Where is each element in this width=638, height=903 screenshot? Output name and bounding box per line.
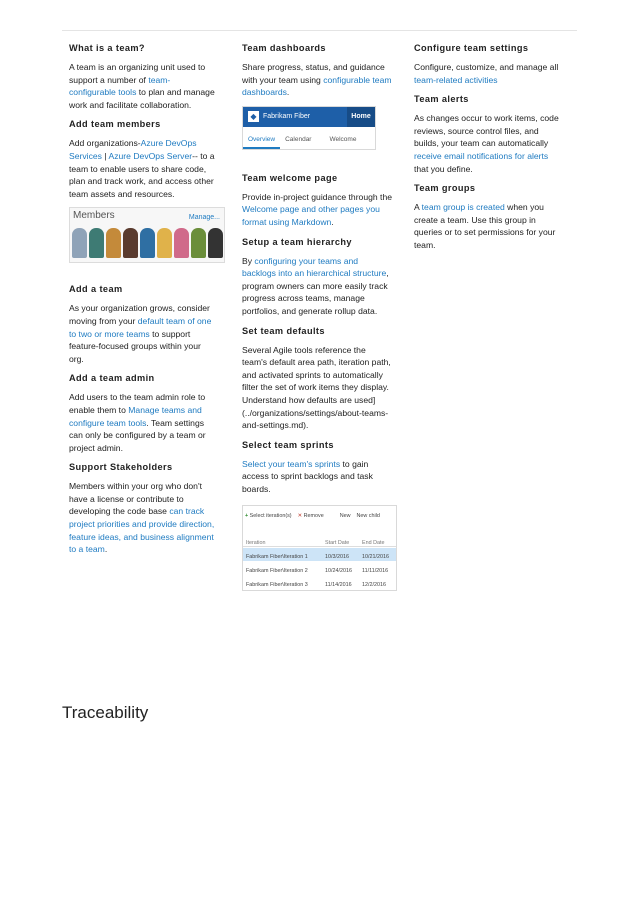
avatar (191, 228, 206, 258)
team-alerts-heading: Team alerts (414, 94, 469, 105)
tab-welcome: Welcome (329, 135, 357, 143)
select-sprints-link[interactable]: Select your team's sprints (242, 458, 341, 469)
members-screenshot (69, 207, 225, 263)
visual-studio-icon: ◆ (248, 111, 259, 122)
close-icon: ✕ (297, 513, 303, 520)
remove-label: Remove (303, 513, 324, 520)
welcome-page-text: Provide in-project guidance through the Welcome page and other pages you format using Markdown. (242, 191, 393, 227)
add-members-text: Add organizations-Azure DevOps Services | Azure DevOps Server-- to a team to enable users to share code, plan and track work, and access other team assets and resources. (69, 138, 215, 199)
default-team-link[interactable]: default team of one to two or more teams (69, 315, 212, 339)
top-rule (62, 30, 577, 31)
manage-teams-link[interactable]: Manage teams and configure team tools (69, 404, 202, 428)
avatar (89, 228, 104, 258)
table-row: Fabrikam Fiber\Iteration 1 10/3/2016 10/21/2016 (243, 548, 396, 561)
team-alerts-text: As changes occur to work items, code reviews, source control files, and builds, your team can automatically receive email notifications for alerts that you define. (414, 113, 559, 174)
add-members-heading: Add team members (69, 119, 161, 130)
avatar (106, 228, 121, 258)
avatar (208, 228, 223, 258)
sprints-table-header (243, 534, 396, 547)
column-3 (414, 42, 564, 259)
team-groups-heading: Team groups (414, 183, 476, 194)
table-row: Fabrikam Fiber\Iteration 2 10/24/2016 11/11/2016 (246, 568, 389, 575)
new-child-label: New child (356, 513, 380, 520)
hierarchy-link[interactable]: configuring your teams and backlogs into an hierarchical structure (242, 255, 387, 279)
configure-settings-text: Configure, customize, and manage all team-related activities (414, 62, 559, 85)
team-related-activities-link[interactable]: team-related activities (414, 74, 498, 85)
column-2 (242, 42, 392, 591)
avatar (72, 228, 87, 258)
what-is-team-text: A team is an organizing unit used to support a number of team-configurable tools to plan and manage work and facilitate collaboration. (69, 62, 215, 110)
add-team-text: As your organization grows, consider moving from your default team of one to two or more teams to support feature-focused groups within your org. (69, 303, 212, 364)
team-admin-text: Add users to the team admin role to enable them to Manage teams and configure team tools. Team settings can only be configured by a team or project admin. (69, 392, 206, 453)
dashboard-tabs (243, 127, 375, 149)
section-heading-traceability: Traceability (62, 703, 149, 722)
team-sprints-text: Select your team's sprints to gain access to sprint backlogs and task boards. (242, 458, 373, 494)
table-row: Fabrikam Fiber\Iteration 3 11/14/2016 12/2/2016 (246, 582, 386, 589)
tab-overview: Overview (243, 127, 280, 149)
sprints-screenshot (242, 505, 397, 591)
col-end-date: End Date (362, 540, 385, 547)
team-sprints-heading: Select team sprints (242, 439, 334, 450)
welcome-page-heading: Team welcome page (242, 172, 338, 183)
stakeholder-access-link[interactable]: can track project priorities and provide direction, feature ideas, and business alignment to a team (69, 506, 215, 555)
configure-settings-heading: Configure team settings (414, 43, 529, 53)
email-notifications-link[interactable]: receive email notifications for alerts (414, 150, 549, 161)
avatar (174, 228, 189, 258)
team-groups-text: A team group is created when you create a team. Use this group in queries or to set permissions for your team. (414, 202, 556, 250)
select-iterations-label: Select iteration(s) (249, 513, 292, 520)
avatar (123, 228, 138, 258)
dashboard-screenshot (242, 106, 376, 150)
avatar-row (72, 228, 223, 258)
stakeholders-heading: Support Stakeholders (69, 462, 173, 473)
col-iteration: Iteration (246, 540, 266, 547)
project-name: Fabrikam Fiber (263, 112, 311, 120)
azure-devops-server-link[interactable]: Azure DevOps Server (108, 150, 193, 161)
add-team-heading: Add a team (69, 284, 123, 295)
manage-link: Manage... (188, 214, 220, 222)
tab-calendar: Calendar (285, 135, 312, 143)
avatar (140, 228, 155, 258)
team-configurable-tools-link[interactable]: team-configurable tools (69, 74, 171, 98)
team-defaults-heading: Set team defaults (242, 325, 325, 336)
configurable-dashboards-link[interactable]: configurable team dashboards (242, 74, 392, 98)
team-group-link[interactable]: team group is created (421, 202, 505, 213)
new-label: New (339, 513, 351, 520)
team-hierarchy-text: By configuring your teams and backlogs into an hierarchical structure, program owners can more easily track progress across teams, manage portfolios, and generate rollup data. (242, 255, 389, 316)
team-dashboards-heading: Team dashboards (242, 43, 326, 53)
team-defaults-text: Several Agile tools reference the team's default area path, iteration path, and activated sprints to automatically filter the set of work items they display. Understand how defaults are used](../organizations/settings/about-teams-and-settings.md). (242, 344, 391, 431)
dashboard-header-bar (243, 107, 375, 127)
azure-devops-services-link[interactable]: Azure DevOps Services (69, 138, 197, 161)
team-admin-heading: Add a team admin (69, 373, 155, 384)
plus-icon: + (245, 513, 249, 520)
column-1 (69, 42, 220, 563)
team-hierarchy-heading: Setup a team hierarchy (242, 236, 352, 247)
what-is-team-heading: What is a team? (69, 43, 145, 53)
home-tab: Home (347, 107, 375, 127)
avatar (157, 228, 172, 258)
sprints-toolbar (245, 510, 380, 523)
stakeholders-text: Members within your org who don't have a license or contribute to developing the code base can track project priorities and provide direction, feature ideas, and business alignment to a team. (69, 481, 215, 555)
team-dashboards-text: Share progress, status, and guidance with your team using configurable team dashboards. (242, 62, 392, 98)
members-header: Members (73, 210, 115, 222)
col-start-date: Start Date (325, 540, 350, 547)
welcome-page-link[interactable]: Welcome page and other pages you format using Markdown (242, 204, 380, 227)
